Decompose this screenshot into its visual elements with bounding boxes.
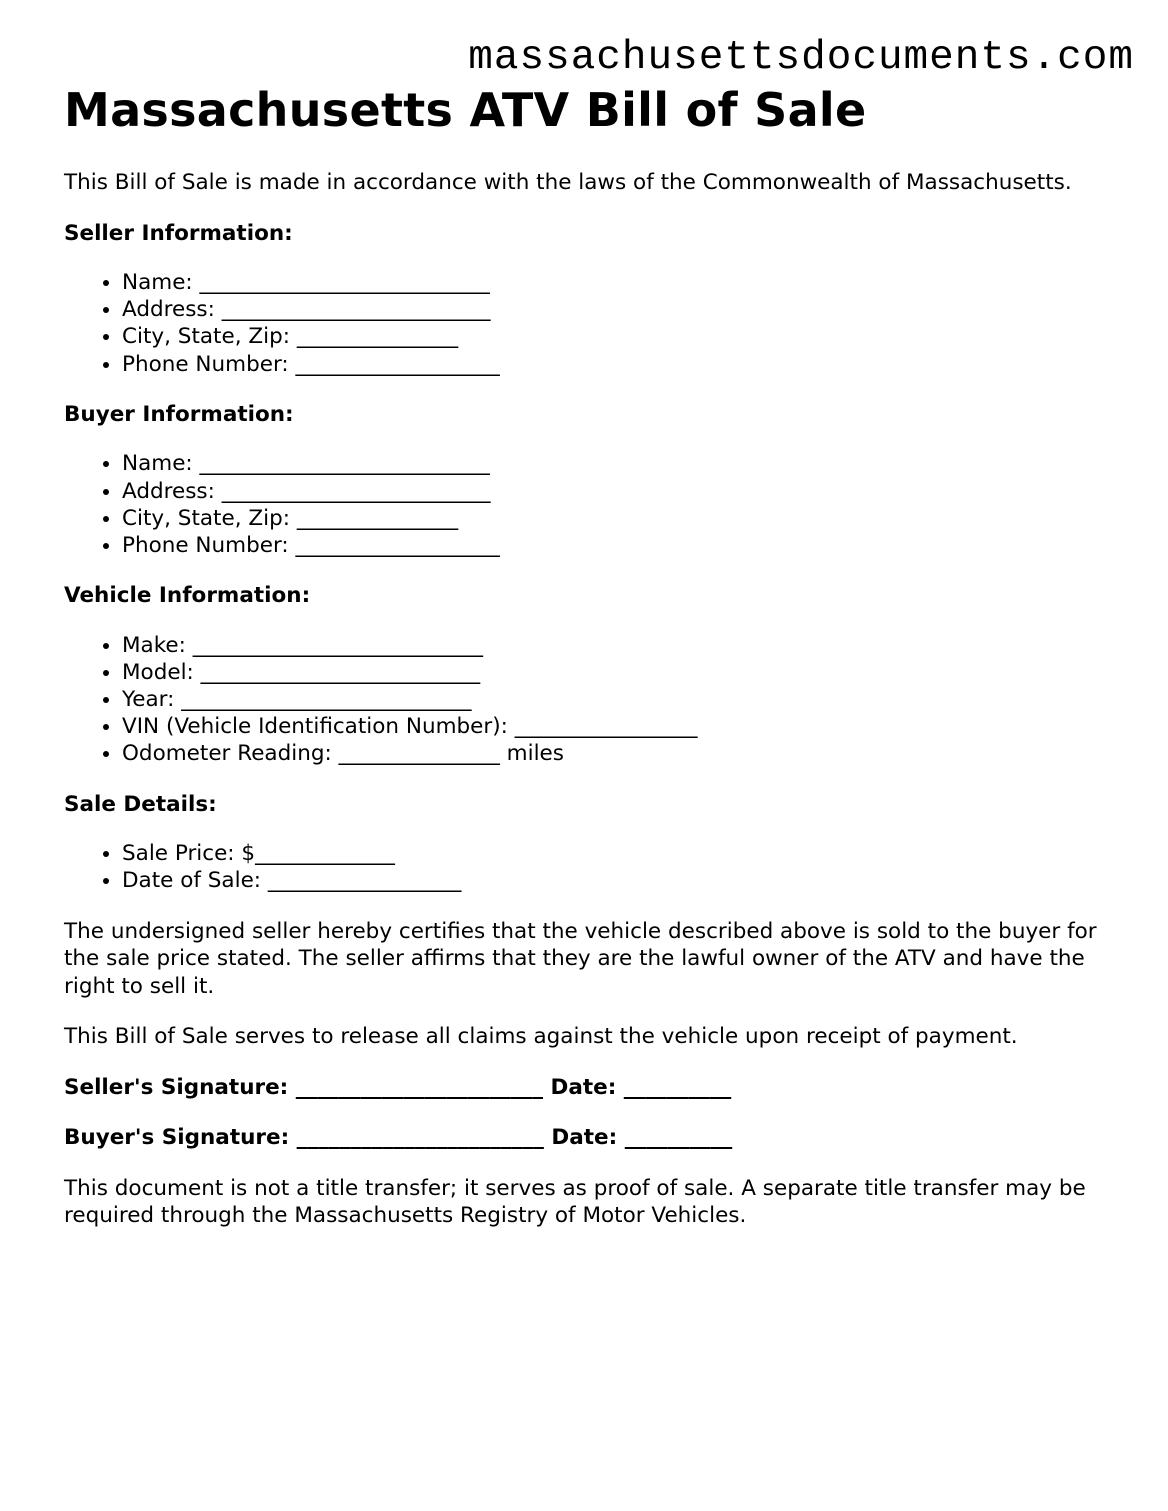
seller-name-field: • Name: ___________________________: [122, 269, 1124, 296]
vehicle-vin-field: • VIN (Vehicle Identification Number): _________________: [122, 713, 1124, 740]
seller-info-list: [64, 269, 1124, 378]
buyer-info-heading: Buyer Information:: [64, 401, 294, 427]
seller-info-heading: Seller Information:: [64, 220, 293, 246]
document-title: Massachusetts ATV Bill of Sale: [64, 83, 867, 137]
seller-signature-line: Seller's Signature: _______________________ Date: __________: [64, 1074, 732, 1100]
vehicle-make-field: • Make: ___________________________: [122, 632, 1124, 659]
sale-date-field: • Date of Sale: __________________: [122, 867, 1124, 894]
buyer-city-state-zip-field: • City, State, Zip: _______________: [122, 505, 1124, 532]
sale-details-list: [64, 840, 1124, 894]
document-body: [64, 85, 1124, 1230]
seller-city-state-zip-field: • City, State, Zip: _______________: [122, 323, 1124, 350]
buyer-address-field: • Address: _________________________: [122, 478, 1124, 505]
vehicle-info-list: [64, 632, 1124, 768]
sale-details-heading: Sale Details:: [64, 791, 217, 817]
release-paragraph: This Bill of Sale serves to release all claims against the vehicle upon receipt of payment.: [64, 1024, 1018, 1050]
vehicle-year-field: • Year: ___________________________: [122, 686, 1124, 713]
certification-paragraph: The undersigned seller hereby certifies that the vehicle described above is sold to the buyer for the sale price stated. The seller affirms that they are the lawful owner of the ATV and have the right to sell it.: [64, 918, 1097, 999]
buyer-name-field: • Name: ___________________________: [122, 450, 1124, 477]
seller-phone-field: • Phone Number: ___________________: [122, 351, 1124, 378]
seller-address-field: • Address: _________________________: [122, 296, 1124, 323]
vehicle-model-field: • Model: __________________________: [122, 659, 1124, 686]
buyer-phone-field: • Phone Number: ___________________: [122, 532, 1124, 559]
intro-paragraph: This Bill of Sale is made in accordance with the laws of the Commonwealth of Massachusetts.: [64, 170, 1072, 195]
vehicle-info-heading: Vehicle Information:: [64, 583, 311, 609]
buyer-info-list: [64, 450, 1124, 559]
site-watermark: massachusettsdocuments.com: [468, 35, 1134, 81]
disclaimer-paragraph: This document is not a title transfer; it serves as proof of sale. A separate title transfer may be required through the Massachusetts Registry of Motor Vehicles.: [64, 1175, 1086, 1229]
vehicle-odometer-field: • Odometer Reading: _______________ miles: [122, 740, 1124, 767]
buyer-signature-line: Buyer's Signature: _______________________ Date: __________: [64, 1125, 733, 1151]
sale-price-field: • Sale Price: $_____________: [122, 840, 1124, 867]
